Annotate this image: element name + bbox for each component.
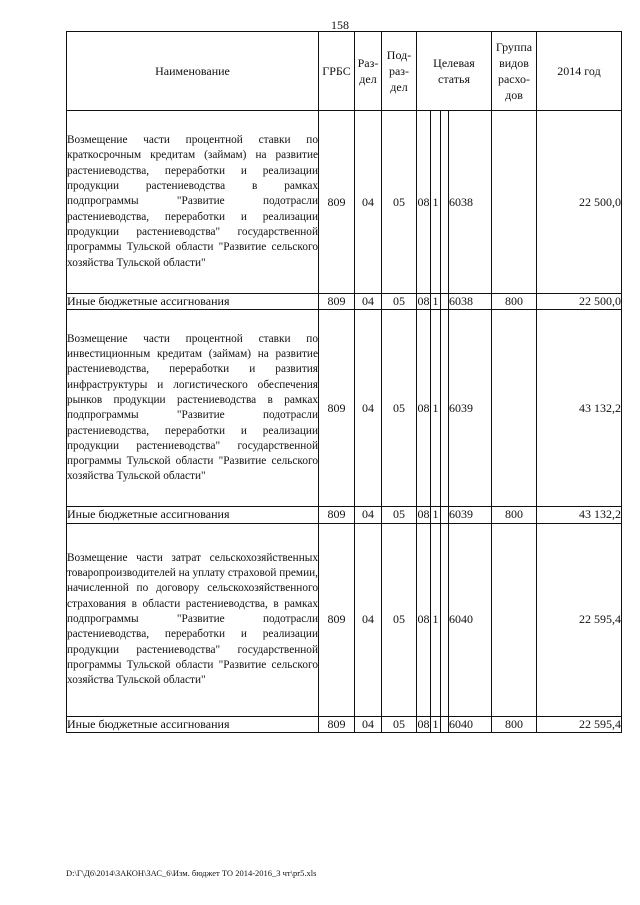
target-code-cell: 6040	[449, 523, 492, 716]
row-name: Иные бюджетные ассигнования	[67, 716, 319, 732]
target-subprogram-cell: 1	[431, 111, 441, 294]
target-program-cell: 08	[417, 310, 431, 507]
file-path-footer: D:\Г\Д6\2014\ЗАКОН\ЗАС_6\Изм. бюджет ТО 2014-2016_3 чт\pr5.xls	[66, 868, 317, 878]
header-gruppa: Группа видов расхо- дов	[492, 32, 537, 111]
amount-cell: 22 595,4	[537, 523, 622, 716]
table-row	[67, 507, 622, 523]
table-row	[67, 716, 622, 732]
row-name: Возмещение части затрат сельскохозяйственных товаропроизводителей на уплату страховой премии, начисленной по договору сельскохозяйственного страхования в области растениеводства, в рамках подпрограммы "Развитие подотрасли растениеводства, переработки и реализации продукции растениеводства" государственной программы Тульской области "Развитие сельского хозяйства Тульской области"	[67, 523, 319, 716]
podrazdel-cell: 05	[382, 716, 417, 732]
target-subprogram-cell: 1	[432, 294, 439, 309]
budget-table	[66, 31, 622, 733]
target-subprogram-cell: 1	[432, 716, 439, 731]
target-subprogram-cell: 1	[431, 523, 441, 716]
razdel-cell: 04	[355, 523, 382, 716]
expense-group-cell: 800	[492, 716, 537, 732]
expense-group-cell	[492, 111, 537, 294]
target-blank-cell	[441, 716, 449, 732]
header-year: 2014 год	[537, 32, 622, 111]
grbs-cell: 809	[319, 507, 355, 523]
grbs-cell: 809	[319, 716, 355, 732]
page-number: 158	[331, 18, 349, 32]
target-blank-cell	[441, 507, 449, 523]
amount-cell: 22 595,4	[537, 716, 622, 732]
grbs-cell: 809	[319, 310, 355, 507]
target-program-cell: 08	[417, 294, 430, 309]
amount-cell: 22 500,0	[537, 294, 622, 310]
target-blank-cell	[441, 523, 449, 716]
table-row	[67, 523, 622, 716]
target-code-cell: 6039	[449, 507, 492, 523]
grbs-cell: 809	[319, 523, 355, 716]
expense-group-cell: 800	[492, 507, 537, 523]
podrazdel-cell: 05	[382, 111, 417, 294]
target-subprogram-cell: 1	[431, 310, 441, 507]
target-program-cell: 08	[417, 716, 430, 731]
grbs-cell: 809	[319, 111, 355, 294]
podrazdel-cell: 05	[382, 310, 417, 507]
expense-group-cell: 800	[492, 294, 537, 310]
target-code-cell: 6039	[449, 310, 492, 507]
target-code-cell: 6040	[449, 716, 492, 732]
amount-cell: 43 132,2	[537, 310, 622, 507]
row-name: Возмещение части процентной ставки по краткосрочным кредитам (займам) на развитие растениеводства, переработки и реализации продукции растениеводства в рамках подпрограммы "Развитие подотрасли растениеводства, переработки и реализации продукции растениеводства" государственной программы Тульской области "Развитие сельского хозяйства Тульской области"	[67, 111, 319, 294]
target-blank-cell	[441, 294, 449, 310]
target-subprogram-cell: 1	[432, 507, 439, 522]
table-row	[67, 294, 622, 310]
amount-cell: 22 500,0	[537, 111, 622, 294]
row-name: Возмещение части процентной ставки по инвестиционным кредитам (займам) на развитие растениеводства, переработки и развития инфраструктуры и логистического обеспечения рынков продукции растениеводства в рамках подпрограммы "Развитие подотрасли растениеводства, переработки и реализации продукции растениеводства" государственной программы Тульской области "Развитие сельского хозяйства Тульской области"	[67, 310, 319, 507]
amount-cell: 43 132,2	[537, 507, 622, 523]
razdel-cell: 04	[355, 310, 382, 507]
target-program-cell: 08	[417, 523, 431, 716]
target-program-cell: 08	[417, 507, 430, 522]
expense-group-cell	[492, 523, 537, 716]
razdel-cell: 04	[355, 294, 382, 310]
target-code-cell: 6038	[449, 294, 492, 310]
target-program-cell: 08	[417, 111, 431, 294]
expense-group-cell	[492, 310, 537, 507]
grbs-cell: 809	[319, 294, 355, 310]
podrazdel-cell: 05	[382, 294, 417, 310]
header-podrazdel: Под- раз- дел	[382, 32, 417, 111]
table-row	[67, 310, 622, 507]
header-grbs: ГРБС	[319, 32, 355, 111]
row-name: Иные бюджетные ассигнования	[67, 507, 319, 523]
target-blank-cell	[441, 310, 449, 507]
podrazdel-cell: 05	[382, 507, 417, 523]
razdel-cell: 04	[355, 111, 382, 294]
razdel-cell: 04	[355, 716, 382, 732]
header-row	[67, 32, 622, 111]
table-row	[67, 111, 622, 294]
header-razdel: Раз- дел	[355, 32, 382, 111]
target-code-cell: 6038	[449, 111, 492, 294]
razdel-cell: 04	[355, 507, 382, 523]
row-name: Иные бюджетные ассигнования	[67, 294, 319, 310]
target-blank-cell	[441, 111, 449, 294]
podrazdel-cell: 05	[382, 523, 417, 716]
header-tselevaya-statya: Целевая статья	[417, 32, 492, 111]
header-name: Наименование	[67, 32, 319, 111]
